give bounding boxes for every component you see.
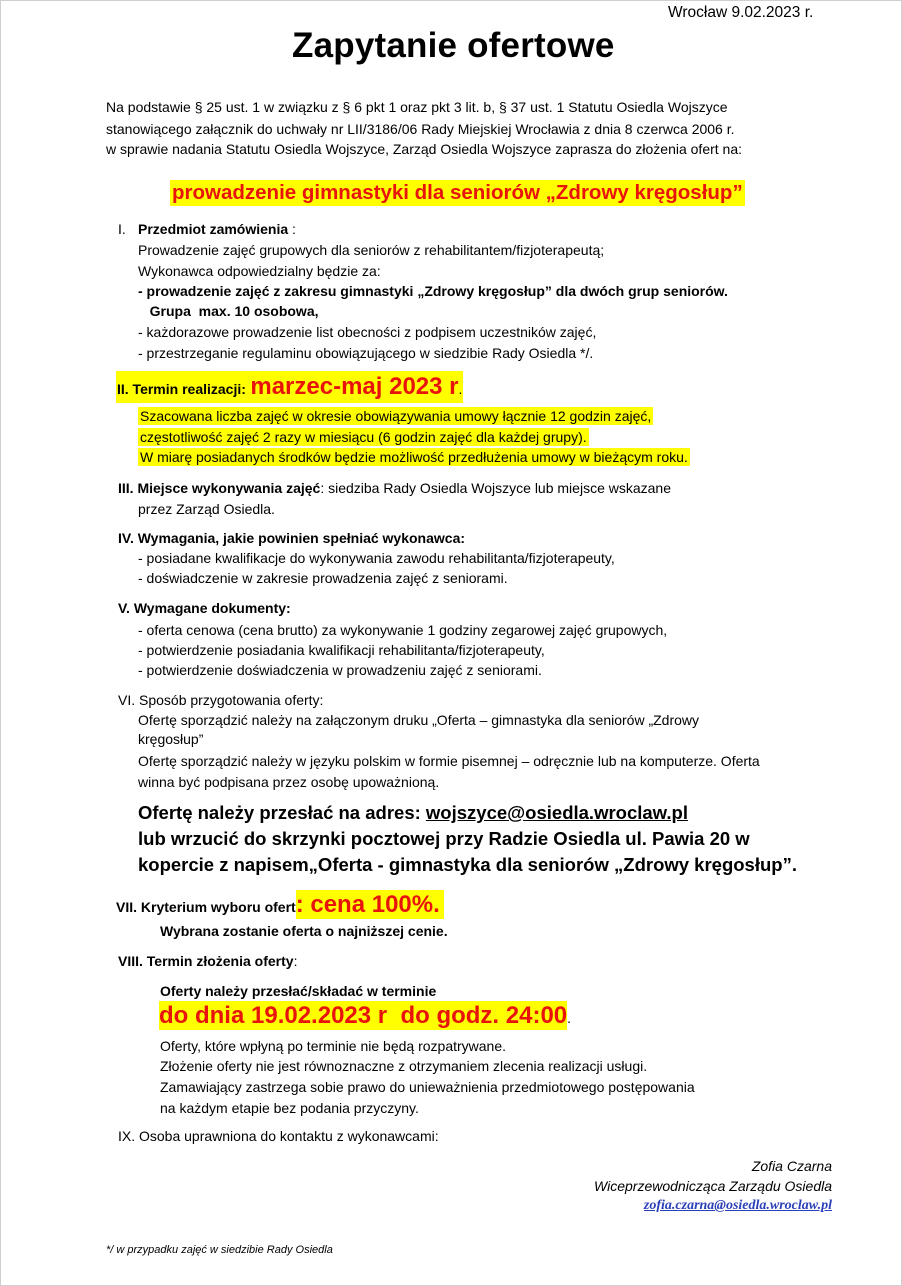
section-1-title: Przedmiot zamówienia bbox=[138, 221, 289, 237]
section-7-criterion: : cena 100%. bbox=[296, 890, 444, 919]
section-2-period: marzec-maj 2023 r bbox=[250, 373, 459, 400]
section-6-heading: VI. Sposób przygotowania oferty: bbox=[118, 692, 324, 708]
section-3-heading-row bbox=[118, 479, 671, 497]
intro-line-2: stanowiącego załącznik do uchwały nr LII/3186/06 Rady Miejskiej Wrocławia z dnia 8 czerwca 2006 r. bbox=[106, 121, 735, 137]
section-7-heading-row bbox=[116, 891, 444, 919]
section-8-heading-row bbox=[118, 952, 297, 970]
section-8-line-2: Złożenie oferty nie jest równoznaczne z otrzymaniem zlecenia realizacji usługi. bbox=[160, 1058, 648, 1074]
offer-subject: prowadzenie gimnastyki dla seniorów „Zdrowy kręgosłup” bbox=[172, 181, 743, 204]
section-8-deadline-row bbox=[159, 1002, 571, 1030]
section-2-dot: . bbox=[458, 381, 463, 397]
section-8-colon: : bbox=[293, 953, 298, 969]
section-2-title: II. Termin realizacji: bbox=[117, 381, 246, 397]
intro-line-3: w sprawie nadania Statutu Osiedla Wojszyce, Zarząd Osiedla Wojszyce zaprasza do złożenia ofert na: bbox=[106, 141, 743, 157]
section-8-line-4: na każdym etapie bez podania przyczyny. bbox=[160, 1100, 419, 1116]
send-envelope-line: kopercie z napisem„Oferta - gimnastyka dla seniorów „Zdrowy kręgosłup”. bbox=[138, 854, 797, 875]
section-5-heading: V. Wymagane dokumenty: bbox=[118, 600, 291, 616]
section-9-heading: IX. Osoba uprawniona do kontaktu z wykonawcami: bbox=[118, 1128, 439, 1144]
section-3-text: : siedziba Rady Osiedla Wojszyce lub miejsce wskazane bbox=[320, 480, 671, 496]
section-1-item-1: - każdorazowe prowadzenie list obecności z podpisem uczestników zajęć, bbox=[138, 324, 597, 340]
section-6-line-3: Ofertę sporządzić należy w języku polskim w formie pisemnej – odręcznie lub na komputerze. Oferta bbox=[138, 753, 760, 769]
section-8-line-1: Oferty, które wpłyną po terminie nie będą rozpatrywane. bbox=[160, 1038, 507, 1054]
signature-name: Zofia Czarna bbox=[751, 1158, 832, 1174]
section-2-line-1: Szacowana liczba zajęć w okresie obowiązywania umowy łącznie 12 godzin zajęć, bbox=[140, 408, 652, 424]
section-3-line-2: przez Zarząd Osiedla. bbox=[138, 501, 275, 517]
signature-email-link[interactable]: zofia.czarna@osiedla.wroclaw.pl bbox=[643, 1198, 832, 1213]
section-1-heading bbox=[138, 220, 296, 238]
section-8-title: VIII. Termin złożenia oferty bbox=[118, 953, 294, 969]
section-1-line-2: Wykonawca odpowiedzialny będzie za: bbox=[138, 263, 381, 279]
intro-line-1: Na podstawie § 25 ust. 1 w związku z § 6 pkt 1 oraz pkt 3 lit. b, § 37 ust. 1 Statutu Osiedla Wojszyce bbox=[106, 99, 728, 115]
send-address-prefix: Ofertę należy przesłać na adres: bbox=[138, 802, 426, 823]
section-1-line-1: Prowadzenie zajęć grupowych dla seniorów z rehabilitantem/fizjoterapeutą; bbox=[138, 242, 605, 258]
section-2-heading-row bbox=[116, 371, 463, 403]
footnote: */ w przypadku zajęć w siedzibie Rady Osiedla bbox=[106, 1244, 333, 1256]
section-2-line-3: W miarę posiadanych środków będzie możliwość przedłużenia umowy w bieżącym roku. bbox=[140, 449, 688, 465]
section-2-line-2: częstotliwość zajęć 2 razy w miesiącu (6 godzin zajęć dla każdej grupy). bbox=[140, 429, 587, 445]
section-8-deadline: do dnia 19.02.2023 r do godz. 24:00 bbox=[159, 1002, 568, 1029]
section-8-line-3: Zamawiający zastrzega sobie prawo do unieważnienia przedmiotowego postępowania bbox=[160, 1079, 695, 1095]
section-7-title: VII. Kryterium wyboru ofert bbox=[116, 899, 296, 915]
section-1-colon: : bbox=[288, 221, 296, 237]
send-mailbox-line: lub wrzucić do skrzynki pocztowej przy Radzie Osiedla ul. Pawia 20 w bbox=[138, 828, 750, 849]
section-6-line-4: winna być podpisana przez osobę upoważnioną. bbox=[138, 774, 440, 790]
section-1-number: I. bbox=[118, 221, 126, 237]
office-email-link[interactable]: wojszyce@osiedla.wroclaw.pl bbox=[425, 802, 688, 823]
section-5-item-1: - oferta cenowa (cena brutto) za wykonywanie 1 godziny zegarowej zajęć grupowych, bbox=[138, 622, 668, 638]
signature-role: Wiceprzewodnicząca Zarządu Osiedla bbox=[594, 1178, 832, 1194]
section-1-bold-line-2: Grupa max. 10 osobowa, bbox=[138, 303, 319, 319]
section-6-line-1: Ofertę sporządzić należy na załączonym druku „Oferta – gimnastyka dla seniorów „Zdrowy bbox=[138, 712, 700, 728]
send-address-line bbox=[138, 802, 688, 824]
document-title: Zapytanie ofertowe bbox=[292, 26, 615, 65]
section-7-note: Wybrana zostanie oferta o najniższej cenie. bbox=[160, 923, 448, 939]
section-5-item-2: - potwierdzenie posiadania kwalifikacji rehabilitanta/fizjoterapeuty, bbox=[138, 642, 545, 658]
section-4-item-2: - doświadczenie w zakresie prowadzenia zajęć z seniorami. bbox=[138, 570, 508, 586]
section-4-heading: IV. Wymagania, jakie powinien spełniać wykonawca: bbox=[118, 530, 466, 546]
document-date: Wrocław 9.02.2023 r. bbox=[668, 4, 814, 21]
section-4-item-1: - posiadane kwalifikacje do wykonywania zawodu rehabilitanta/fizjoterapeuty, bbox=[138, 550, 615, 566]
section-8-intro: Oferty należy przesłać/składać w terminie bbox=[160, 983, 437, 999]
section-5-item-3: - potwierdzenie doświadczenia w prowadzeniu zajęć z seniorami. bbox=[138, 662, 542, 678]
section-6-line-2: kręgosłup” bbox=[138, 731, 204, 747]
section-1-item-2: - przestrzeganie regulaminu obowiązującego w siedzibie Rady Osiedla */. bbox=[138, 345, 594, 361]
section-3-title: III. Miejsce wykonywania zajęć bbox=[118, 480, 321, 496]
section-8-dot: . bbox=[567, 1010, 572, 1026]
section-1-bold-line-1: - prowadzenie zajęć z zakresu gimnastyki „Zdrowy kręgosłup” dla dwóch grup seniorów. bbox=[138, 283, 728, 299]
